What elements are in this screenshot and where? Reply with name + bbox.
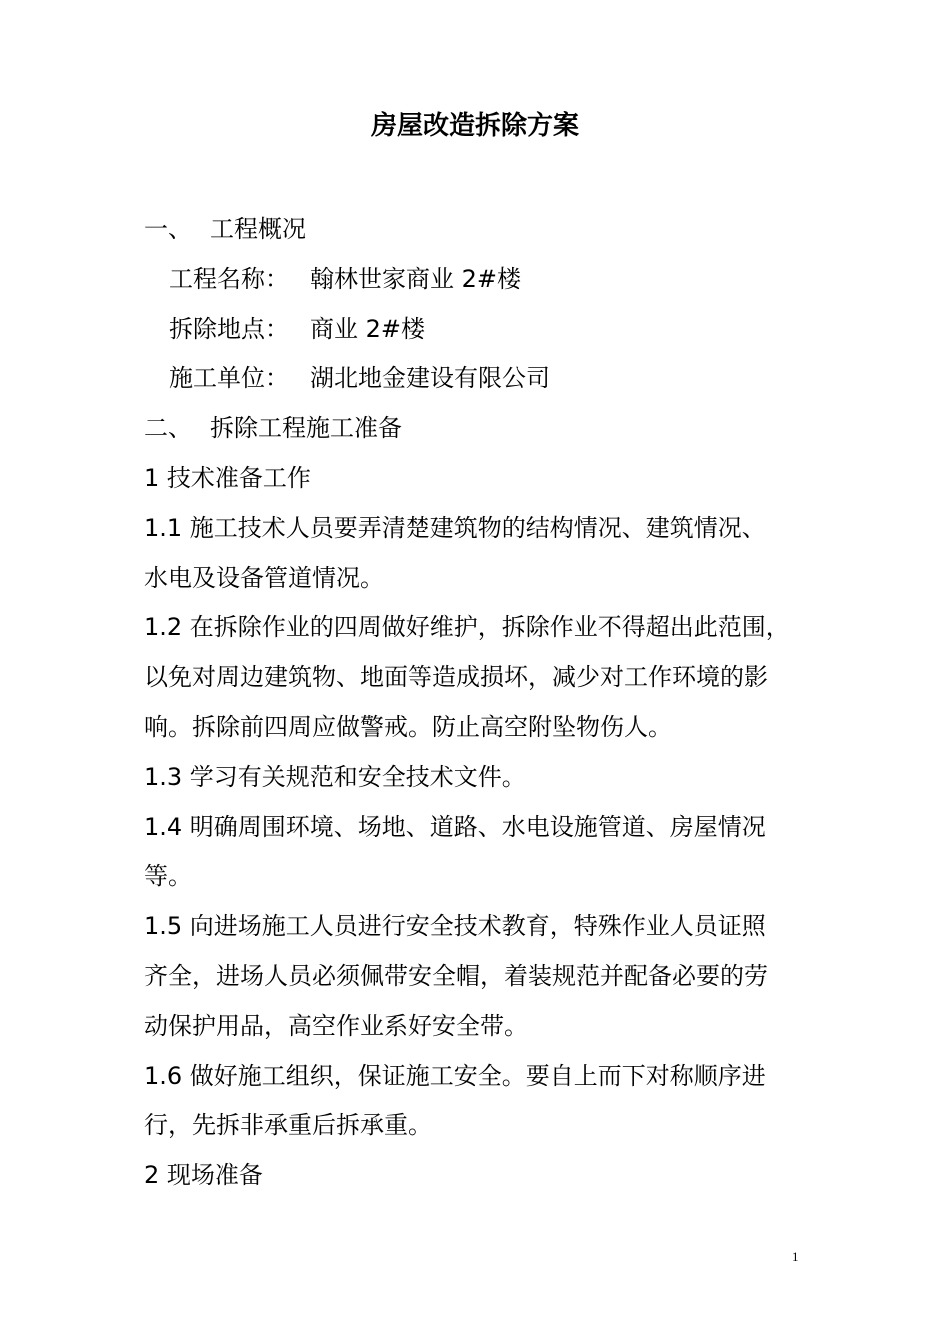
field-value: 翰林世家商业 2#楼 <box>310 264 522 293</box>
paragraph-1-6-line: 1.6 做好施工组织，保证施工安全。要自上而下对称顺序进 <box>144 1061 766 1090</box>
section-number: 二、 <box>144 414 192 443</box>
subsection-heading-2: 2 现场准备 <box>144 1161 263 1190</box>
paragraph-1-2-line: 以免对周边建筑物、地面等造成损坏，减少对工作环境的影 <box>144 663 768 692</box>
paragraph-1-5-line: 1.5 向进场施工人员进行安全技术教育，特殊作业人员证照 <box>144 912 766 941</box>
section-heading-2 <box>144 404 824 454</box>
subsection-heading-1: 1 技术准备工作 <box>144 463 311 492</box>
field-value: 湖北地金建设有限公司 <box>310 364 550 393</box>
paragraph-1-2-line: 响。拆除前四周应做警戒。防止高空附坠物伤人。 <box>144 712 672 741</box>
paragraph-1-6-line: 行，先拆非承重后拆承重。 <box>144 1111 432 1140</box>
field-label: 施工单位： <box>169 364 289 393</box>
paragraph-1-4-line: 1.4 明确周围环境、场地、道路、水电设施管道、房屋情况 <box>144 812 766 841</box>
paragraph-1-2-line: 1.2 在拆除作业的四周做好维护，拆除作业不得超出此范围， <box>144 613 790 642</box>
paragraph-1-4-line: 等。 <box>144 862 192 891</box>
section-heading-1 <box>144 205 824 255</box>
paragraph-1-5-line: 动保护用品，高空作业系好安全带。 <box>144 1011 528 1040</box>
demolition-location-field <box>144 305 824 355</box>
field-label: 工程名称： <box>169 264 289 293</box>
document-title: 房屋改造拆除方案 <box>370 111 579 141</box>
construction-unit-field <box>144 354 824 404</box>
section-heading-text: 拆除工程施工准备 <box>210 414 402 443</box>
paragraph-1-1-line: 1.1 施工技术人员要弄清楚建筑物的结构情况、建筑情况、 <box>144 513 766 542</box>
paragraph-1-3-line: 1.3 学习有关规范和安全技术文件。 <box>144 762 526 791</box>
document-body <box>144 205 824 1201</box>
section-heading-text: 工程概况 <box>210 215 306 243</box>
section-number: 一、 <box>144 215 192 243</box>
field-label: 拆除地点： <box>169 314 289 343</box>
project-name-field <box>144 255 824 305</box>
field-value: 商业 2#楼 <box>310 314 426 343</box>
paragraph-1-5-line: 齐全，进场人员必须佩带安全帽，着装规范并配备必要的劳 <box>144 961 768 990</box>
paragraph-1-1-line: 水电及设备管道情况。 <box>144 563 384 592</box>
page-number: 1 <box>792 1249 799 1264</box>
